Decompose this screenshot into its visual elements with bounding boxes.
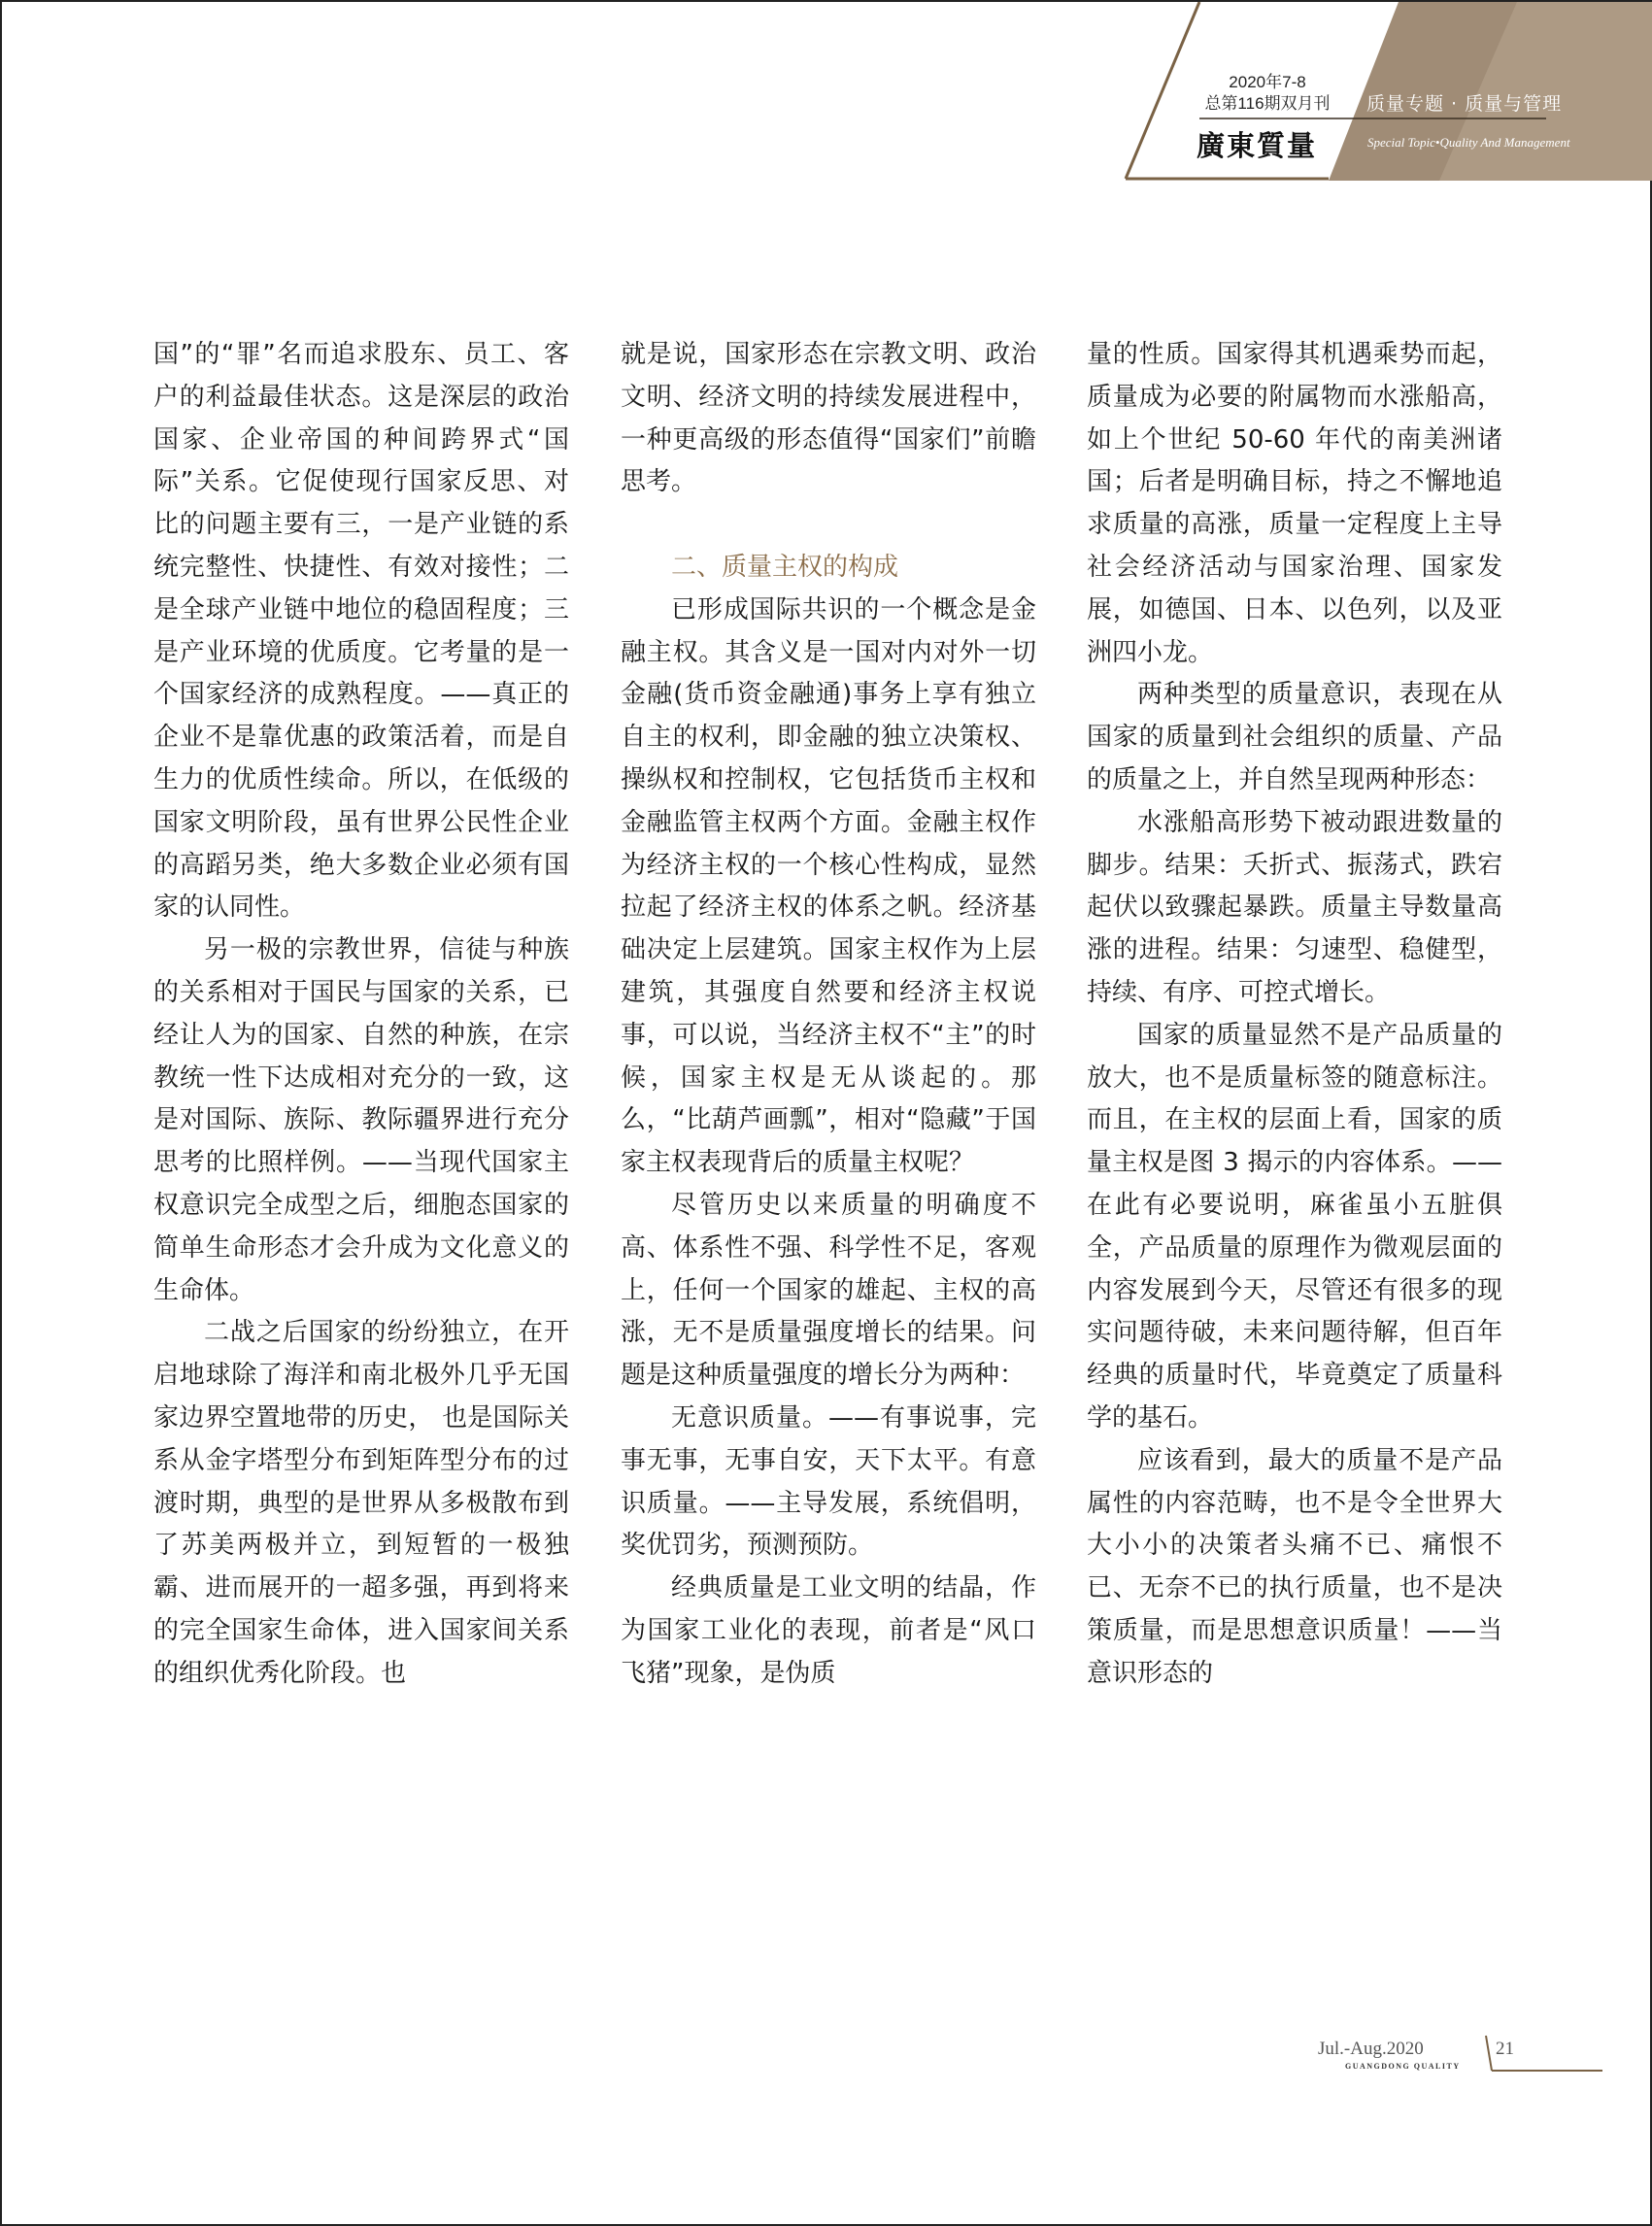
page-number: 21 xyxy=(1496,2039,1514,2059)
issue-date: 2020年7-8 xyxy=(1229,73,1306,91)
paragraph: 应该看到，最大的质量不是产品属性的内容范畴，也不是令全世界大大小小的决策者头痛不已、痛恨不已、无奈不已的执行质量，也不是决策质量，而是思想意识质量！——当意识形态的 xyxy=(1087,1445,1502,1688)
magazine-logo: 廣東質量 xyxy=(1196,129,1317,162)
paragraph: 两种类型的质量意识，表现在从国家的质量到社会组织的质量、产品的质量之上，并自然呈现两种形态： xyxy=(1087,680,1502,794)
section-heading: 二、质量主权的构成 xyxy=(671,552,899,582)
paragraph: 经典质量是工业文明的结晶，作为国家工业化的表现，前者是“风口飞猪”现象，是伪质 xyxy=(621,1573,1036,1688)
paragraph: 量的性质。国家得其机遇乘势而起，质量成为必要的附属物而水涨船高，如上个世纪 50-60 年代的南美洲诸国；后者是明确目标，持之不懈地追求质量的高涨，质量一定程度上主导社会经济活动与国家治理、国家发展，如德国、日本、以色列，以及亚洲四小龙。 xyxy=(1087,340,1502,667)
paragraph: 无意识质量。——有事说事，完事无事，无事自安，天下太平。有意识质量。——主导发展，系统倡明，奖优罚劣，预测预防。 xyxy=(621,1402,1036,1561)
section-spacer xyxy=(621,504,1036,547)
paragraph: 二战之后国家的纷纷独立，在开启地球除了海洋和南北极外几乎无国家边界空置地带的历史， 也是国际关系从金字塔型分布到矩阵型分布的过渡时期，典型的是世界从多极散布到了苏美两极并立，到短暂的一极独霸、进而展开的一超多强，再到将来的完全国家生命体，进入国家间关系的组织优秀化阶段。也 xyxy=(153,1318,569,1688)
paragraph: 另一极的宗教世界，信徒与种族的关系相对于国民与国家的关系，已经让人为的国家、自然的种族，在宗教统一性下达成相对充分的一致，这是对国际、族际、教际疆界进行充分思考的比照样例。——当现代国家主权意识完全成型之后，细胞态国家的简单生命形态才会升成为文化意义的生命体。 xyxy=(153,935,569,1305)
paragraph: 已形成国际共识的一个概念是金融主权。其含义是一国对内对外一切金融(货币资金融通)事务上享有独立自主的权利，即金融的独立决策权、操纵权和控制权，它包括货币主权和金融监管主权两个方面。金融主权作为经济主权的一个核心性构成，显然拉起了经济主权的体系之帆。经济基础决定上层建筑。国家主权作为上层建筑，其强度自然要和经济主权说事，可以说，当经济主权不“主”的时候，国家主权是无从谈起的。那么，“比葫芦画瓢”，相对“隐藏”于国家主权表现背后的质量主权呢？ xyxy=(621,594,1036,1178)
footer-brand: GUANGDONG QUALITY xyxy=(1345,2062,1461,2071)
issue-number: 总第116期双月刊 xyxy=(1204,94,1331,113)
footer-date: Jul.-Aug.2020 xyxy=(1318,2039,1424,2059)
text-column-2 xyxy=(621,334,1036,1696)
paragraph: 就是说，国家形态在宗教文明、政治文明、经济文明的持续发展进程中，一种更高级的形态值得“国家们”前瞻思考。 xyxy=(621,340,1036,497)
paragraph: 水涨船高形势下被动跟进数量的脚步。结果：夭折式、振荡式，跌宕起伏以致骤起暴跌。质量主导数量高涨的进程。结果：匀速型、稳健型，持续、有序、可控式增长。 xyxy=(1087,807,1502,1007)
paragraph: 国”的“罪”名而追求股东、员工、客户的利益最佳状态。这是深层的政治国家、企业帝国的种间跨界式“国际”关系。它促使现行国家反思、对比的问题主要有三，一是产业链的系统完整性、快捷性、有效对接性；二是全球产业链中地位的稳固程度；三是产业环境的优质度。它考量的是一个国家经济的成熟程度。——真正的企业不是靠优惠的政策活着，而是自生力的优质性续命。所以，在低级的国家文明阶段，虽有世界公民性企业的高蹈另类，绝大多数企业必须有国家的认同性。 xyxy=(153,340,569,923)
paragraph: 尽管历史以来质量的明确度不高、体系性不强、科学性不足，客观上，任何一个国家的雄起、主权的高涨，无不是质量强度增长的结果。问题是这种质量强度的增长分为两种： xyxy=(621,1190,1036,1391)
section-topic: 质量专题 · 质量与管理 xyxy=(1366,93,1563,115)
section-topic-english: Special Topic•Quality And Management xyxy=(1367,135,1570,150)
issue-info xyxy=(1170,72,1365,115)
text-column-1 xyxy=(153,334,569,1696)
paragraph: 国家的质量显然不是产品质量的放大，也不是质量标签的随意标注。而且，在主权的层面上看，国家的质量主权是图 3 揭示的内容体系。——在此有必要说明，麻雀虽小五脏俱全，产品质量的原理作为微观层面的内容发展到今天，尽管还有很多的现实问题待破，未来问题待解，但百年经典的质量时代，毕竟奠定了质量科学的基石。 xyxy=(1087,1020,1502,1433)
text-column-3 xyxy=(1087,334,1502,1696)
